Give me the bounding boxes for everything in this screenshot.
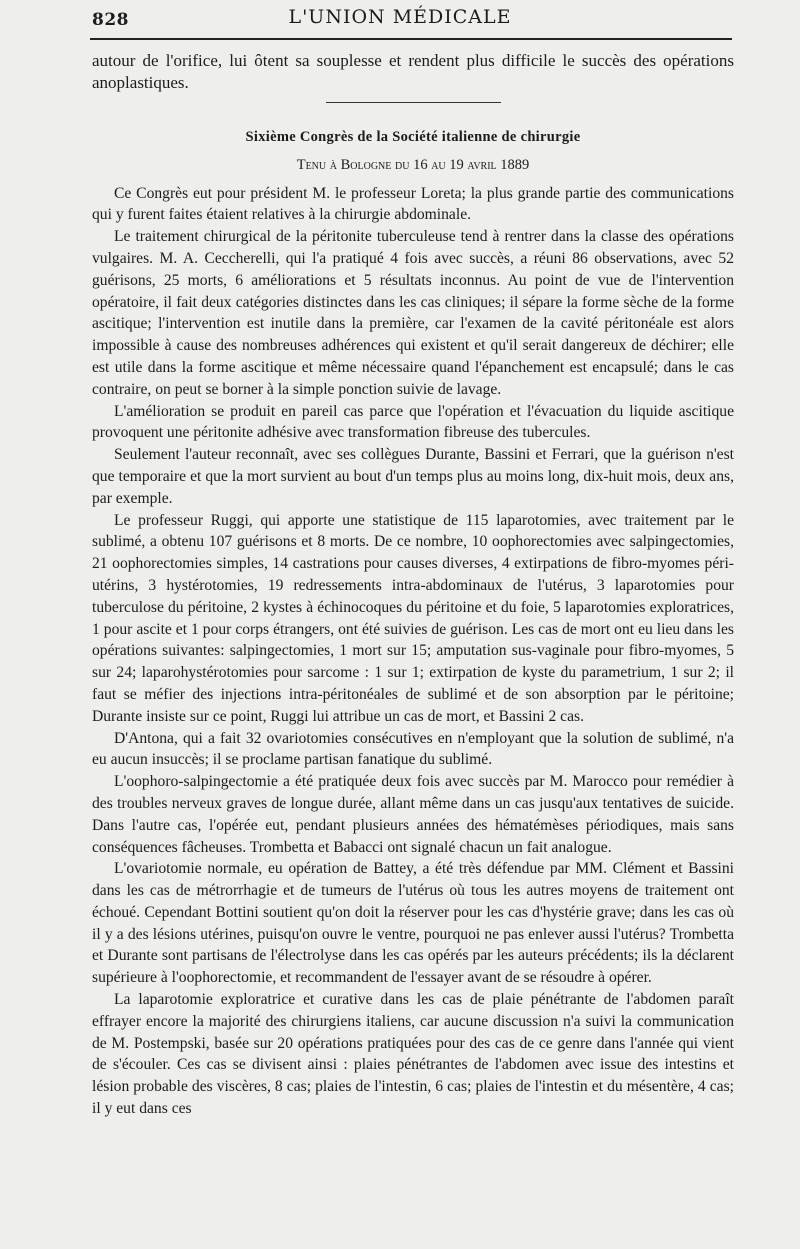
paragraph: D'Antona, qui a fait 32 ovariotomies consécutives en n'employant que la solution de sublimé, n'a eu aucun insuccès; il se proclame partisan fanatique du sublimé. (92, 729, 734, 769)
lead-paragraph: autour de l'orifice, lui ôtent sa souplesse et rendent plus difficile le succès des opérations anoplastiques. (92, 51, 734, 92)
paragraph: L'oophoro-salpingectomie a été pratiquée deux fois avec succès par M. Marocco pour remédier à des troubles nerveux graves de longue durée, allant même dans un cas jusqu'aux tentatives de suicide. Dans l'autre cas, l'opérée eut, pendant plusieurs années des hématémèses périodiques, mais sans conséquences fâcheuses. Trombetta et Babacci ont signalé chacun un fait analogue. (92, 773, 734, 856)
paragraph: Le professeur Ruggi, qui apporte une statistique de 115 laparotomies, avec traitement par le sublimé, a obtenu 107 guérisons et 8 morts. De ce nombre, 10 oophorectomies avec salpingectomies, 21 oophorectomies simples, 14 castrations pour causes diverses, 4 extirpations de fibro-myomes péri-utérins, 3 hystérotomies, 19 redressements intra-abdominaux de l'utérus, 3 laparotomies pour tuberculose du péritoine, 2 kystes à échinocoques du péritoine et du foie, 5 laparotomies exploratrices, 1 pour ascite et 1 pour corps étrangers, ont été suivies de guérison. Les cas de mort ont eu lieu dans les opérations suivantes: salpingectomies, 1 mort sur 15; amputation sus-vaginale pour fibro-myomes, 5 sur 24; laparohystérotomies pour sarcome : 1 sur 1; extirpation de kyste du parametrium, 1 sur 2; il faut se méfier des injections intra-péritonéales de sublimé et de son absorption par le péritoine; Durante insiste sur ce point, Ruggi lui attribue un cas de mort, et Bassini 2 cas. (92, 511, 734, 725)
paragraph: L'ovariotomie normale, eu opération de Battey, a été très défendue par MM. Clément et Bassini dans les cas de métrorrhagie et de tumeurs de l'utérus où tous les autres moyens de traitement ont échoué. Cependant Bottini soutient qu'on doit la réserver pour les cas d'hystérie grave; dans les cas où il y a des lésions utérines, puisqu'on ouvre le ventre, pourquoi ne pas enlever aussi l'utérus? Trombetta et Durante sont partisans de l'électrolyse dans les cas opérés par les auteurs précédents; ils la déclarent supérieure à l'oophorectomie, et recommandent de l'essayer avant de se résoudre à opérer. (92, 860, 734, 987)
paragraph: Seulement l'auteur reconnaît, avec ses collègues Durante, Bassini et Ferrari, que la guérison n'est que temporaire et que la mort survient au bout d'un temps plus au moins long, dix-huit mois, deux ans, par exemple. (92, 446, 734, 507)
journal-title: L'UNION MÉDICALE (288, 6, 512, 28)
page-number: 828 (92, 10, 129, 30)
section-separator (326, 102, 501, 103)
paragraph: L'amélioration se produit en pareil cas parce que l'opération et l'évacuation du liquide ascitique provoquent une péritonite adhésive avec transformation fibreuse des tubercules. (92, 402, 734, 442)
section-title: Sixième Congrès de la Société italienne de chirurgie (245, 129, 581, 145)
running-head (0, 0, 800, 40)
paragraph: Ce Congrès eut pour président M. le professeur Loreta; la plus grande partie des communications qui y furent faites étaient relatives à la chirurgie abdominale. (92, 184, 734, 224)
paragraph: Le traitement chirurgical de la péritonite tuberculeuse tend à rentrer dans la classe des opérations vulgaires. M. A. Ceccherelli, qui l'a pratiqué 4 fois avec succès, a réuni 86 observations, avec 52 guérisons, 25 morts, 6 améliorations et 5 résultats inconnus. Au point de vue de l'intervention opératoire, il fait deux catégories distinctes dans les cas cliniques; il sépare la forme sèche de la forme ascitique; l'intervention est inutile dans la première, car l'examen de la cavité péritonéale est alors impossible à cause des nombreuses adhérences qui existent et qu'il serait dangereux de déchirer; elle est utile dans la forme ascitique et même nécessaire quand l'épanchement est encapsulé; dans le cas contraire, on peut se borner à la simple ponction suivie de lavage. (92, 228, 734, 398)
header-rule (90, 38, 732, 40)
section-subtitle: Tenu à Bologne du 16 au 19 avril 1889 (296, 156, 530, 173)
paragraph: La laparotomie exploratrice et curative dans les cas de plaie pénétrante de l'abdomen paraît effrayer encore la majorité des chirurgiens italiens, car aucune discussion n'a suivi la communication de M. Postempski, basée sur 20 opérations pratiquées pour des cas de ce genre dans l'année qui vient de s'écouler. Ces cas se divisent ainsi : plaies pénétrantes de l'abdomen avec issue des intestins et lésion probable des viscères, 8 cas; plaies de l'intestin, 6 cas; plaies de l'intestin et du mésentère, 4 cas; il y eut dans ces (92, 991, 734, 1118)
article-body (92, 50, 734, 1120)
